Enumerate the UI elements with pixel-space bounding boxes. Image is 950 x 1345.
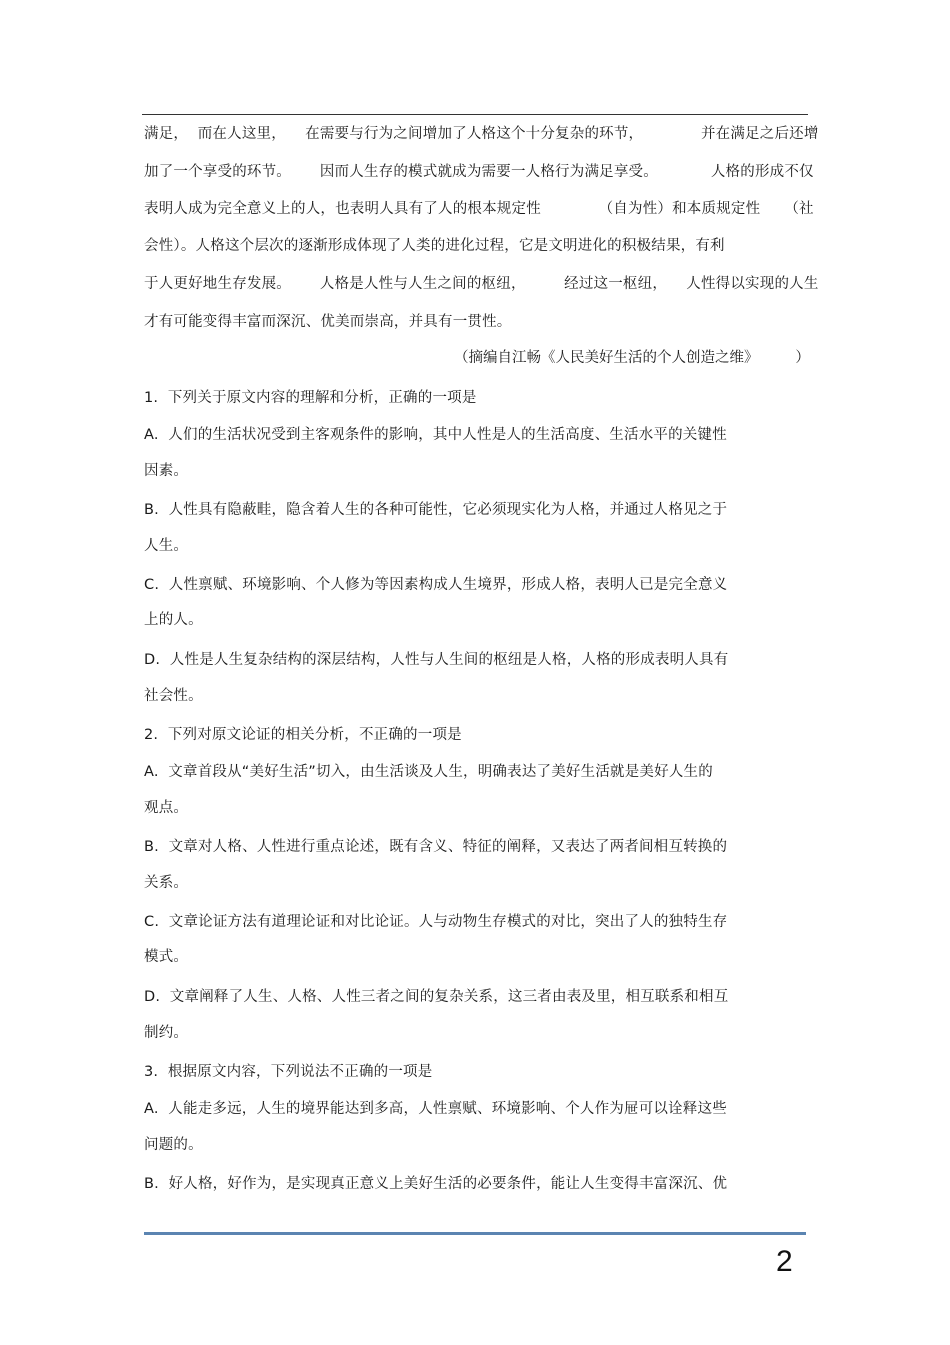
option-line: B. 好人格，好作为，是实现真正意义上美好生活的必要条件，能让人生变得丰富深沉、优 bbox=[144, 1176, 728, 1192]
option-line: D. 人性是人生复杂结构的深层结构，人性与人生间的枢纽是人格，人格的形成表明人具有 bbox=[144, 652, 729, 668]
question-stem: 2. 下列对原文论证的相关分析，不正确的一项是 bbox=[144, 727, 462, 743]
option-line: 关系。 bbox=[144, 875, 189, 891]
footer-rule bbox=[144, 1232, 806, 1235]
option-line: 模式。 bbox=[144, 949, 189, 965]
option-line: 观点。 bbox=[144, 800, 189, 816]
option-line: D. 文章阐释了人生、人格、人性三者之间的复杂关系，这三者由表及里，相互联系和相互 bbox=[144, 989, 729, 1005]
header-rule bbox=[142, 114, 808, 115]
option-line: B. 人性具有隐蔽畦，隐含着人生的各种可能性，它必须现实化为人格，并通过人格见之于 bbox=[144, 502, 728, 518]
option-line: 制约。 bbox=[144, 1025, 189, 1041]
option-line: 上的人。 bbox=[144, 612, 203, 628]
option-line: A. 文章首段从“美好生活”切入，由生活谈及人生，明确表达了美好生活就是美好人生的 bbox=[144, 764, 713, 780]
option-line: A. 人能走多远，人生的境界能达到多高，人性禀赋、环境影响、个人作为屉可以诠释这些 bbox=[144, 1101, 727, 1117]
passage-line: 于人更好地生存发展。 人格是人性与人生之间的枢纽， 经过这一枢纽， 人性得以实现的人生 bbox=[144, 276, 819, 292]
option-line: 人生。 bbox=[144, 538, 189, 554]
option-line: 问题的。 bbox=[144, 1137, 203, 1153]
passage-line: 加了一个享受的环节。 因而人生存的模式就成为需要一人格行为满足享受。 人格的形成不仅 bbox=[144, 164, 814, 180]
option-line: 因素。 bbox=[144, 463, 189, 479]
passage-line: 会性）。人格这个层次的逐渐形成体现了人类的进化过程，它是文明进化的积极结果，有利 bbox=[144, 238, 725, 254]
passage-line: 满足， 而在人这里， 在需要与行为之间增加了人格这个十分复杂的环节， 并在满足之后还增 bbox=[144, 126, 819, 142]
question-stem: 3. 根据原文内容，下列说法不正确的一项是 bbox=[144, 1064, 433, 1080]
passage-source: （摘编自江畅《人民美好生活的个人创造之维》 ） bbox=[454, 350, 810, 366]
option-line: 社会性。 bbox=[144, 688, 203, 704]
page-number: 2 bbox=[776, 1245, 793, 1278]
passage-line: 表明人成为完全意义上的人，也表明人具有了人的根本规定性 （自为性）和本质规定性 （社 bbox=[144, 201, 814, 217]
option-line: C. 文章论证方法有道理论证和对比论证。人与动物生存模式的对比，突出了人的独特生存 bbox=[144, 914, 728, 930]
passage-line: 才有可能变得丰富而深沉、优美而崇高，并具有一贯性。 bbox=[144, 314, 512, 330]
option-line: C. 人性禀赋、环境影响、个人修为等因素构成人生境界，形成人格，表明人已是完全意义 bbox=[144, 577, 728, 593]
option-line: A. 人们的生活状况受到主客观条件的影响，其中人性是人的生活高度、生活水平的关键性 bbox=[144, 427, 727, 443]
option-line: B. 文章对人格、人性进行重点论述，既有含义、特征的阐释，又表达了两者间相互转换的 bbox=[144, 839, 728, 855]
question-stem: 1. 下列关于原文内容的理解和分析，正确的一项是 bbox=[144, 390, 477, 406]
